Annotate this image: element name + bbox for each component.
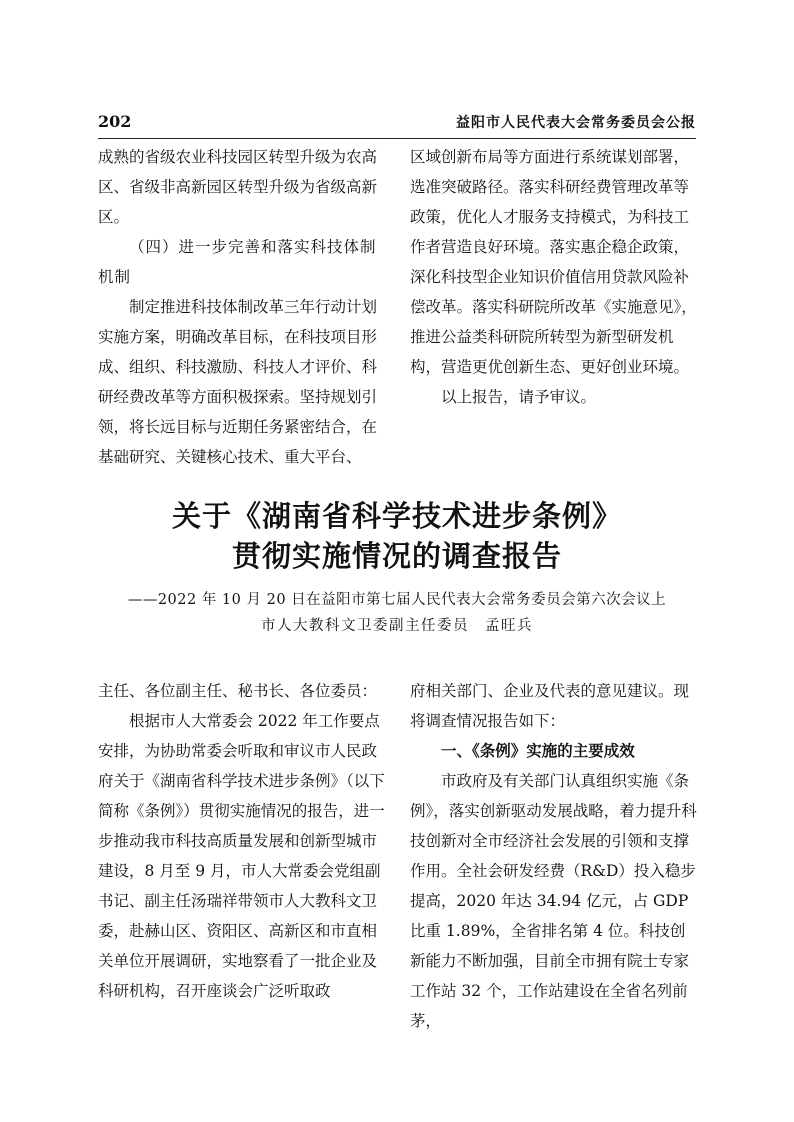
- closing-line: 以上报告，请予审议。: [441, 388, 597, 406]
- article-author: 市人大教科文卫委副主任委员 孟旺兵: [261, 618, 533, 634]
- paragraph: 根据市人大常委会 2022 年工作要点安排，为协助常委会听取和审议市人民政府关于《湖南省科学技术进步条例》（以下简称《条例》）贯彻实施情况的报告，进一步推动我市科技高质量发展和创新型城市建设，8 月至 9 月，市人大常委会党组副书记、副主任汤瑞祥带领市人大教科文卫委，赴赫山区、资阳区、高新区和市直相关单位开展调研，实地察看了一批企业及科研机构，召开座谈会广泛听取政: [98, 712, 385, 1000]
- top-right-column: [410, 142, 700, 412]
- salutation: 主任、各位副主任、秘书长、各位委员：: [98, 682, 378, 700]
- section-subheading: （四）进一步完善和落实科技体制机制: [98, 238, 377, 286]
- article-title-line1: 关于《湖南省科学技术进步条例》: [171, 499, 622, 533]
- paragraph: 府相关部门、企业及代表的意见建议。现将调查情况报告如下：: [410, 682, 690, 730]
- page-header: [98, 112, 696, 139]
- article-title: [0, 496, 794, 576]
- paragraph: 制定推进科技体制改革三年行动计划实施方案，明确改革目标，在科技项目形成、组织、科技激励、科技人才评价、科研经费改革等方面积极探索。坚持规划引领，将长远目标与近期任务紧密结合，在基础研究、关键核心技术、重大平台、: [98, 298, 378, 466]
- page-number: 202: [98, 112, 132, 131]
- top-left-column: [98, 142, 388, 472]
- article-title-line2: 贯彻实施情况的调查报告: [231, 539, 562, 573]
- bottom-right-column: [410, 676, 700, 1036]
- paragraph: 市政府及有关部门认真组织实施《条例》，落实创新驱动发展战略，着力提升科技创新对全市经济社会发展的引领和支撑作用。全社会研发经费（R&D）投入稳步提高，2020 年达 34.94 亿元，占 GDP 比重 1.89%，全省排名第 4 位。科技创新能力不断加强，目前全市拥有院士专家工作站 32 个，工作站建设在全省名列前茅，: [410, 772, 697, 1030]
- article-subtitle-meeting: ——2022 年 10 月 20 日在益阳市第七届人民代表大会常务委员会第六次会议上: [127, 592, 667, 608]
- paragraph: 成熟的省级农业科技园区转型升级为农高区、省级非高新园区转型升级为省级高新区。: [98, 148, 378, 226]
- section-heading: 一、《条例》实施的主要成效: [441, 742, 635, 760]
- journal-title: 益阳市人民代表大会常务委员会公报: [456, 115, 696, 131]
- paragraph: 区域创新布局等方面进行系统谋划部署，选准突破路径。落实科研经费管理改革等政策，优化人才服务支持模式，为科技工作者营造良好环境。落实惠企稳企政策，深化科技型企业知识价值信用贷款风险补偿改革。落实科研院所改革《实施意见》，推进公益类科研院所转型为新型研发机构，营造更优创新生态、更好创业环境。: [410, 148, 697, 376]
- bottom-left-column: [98, 676, 388, 1006]
